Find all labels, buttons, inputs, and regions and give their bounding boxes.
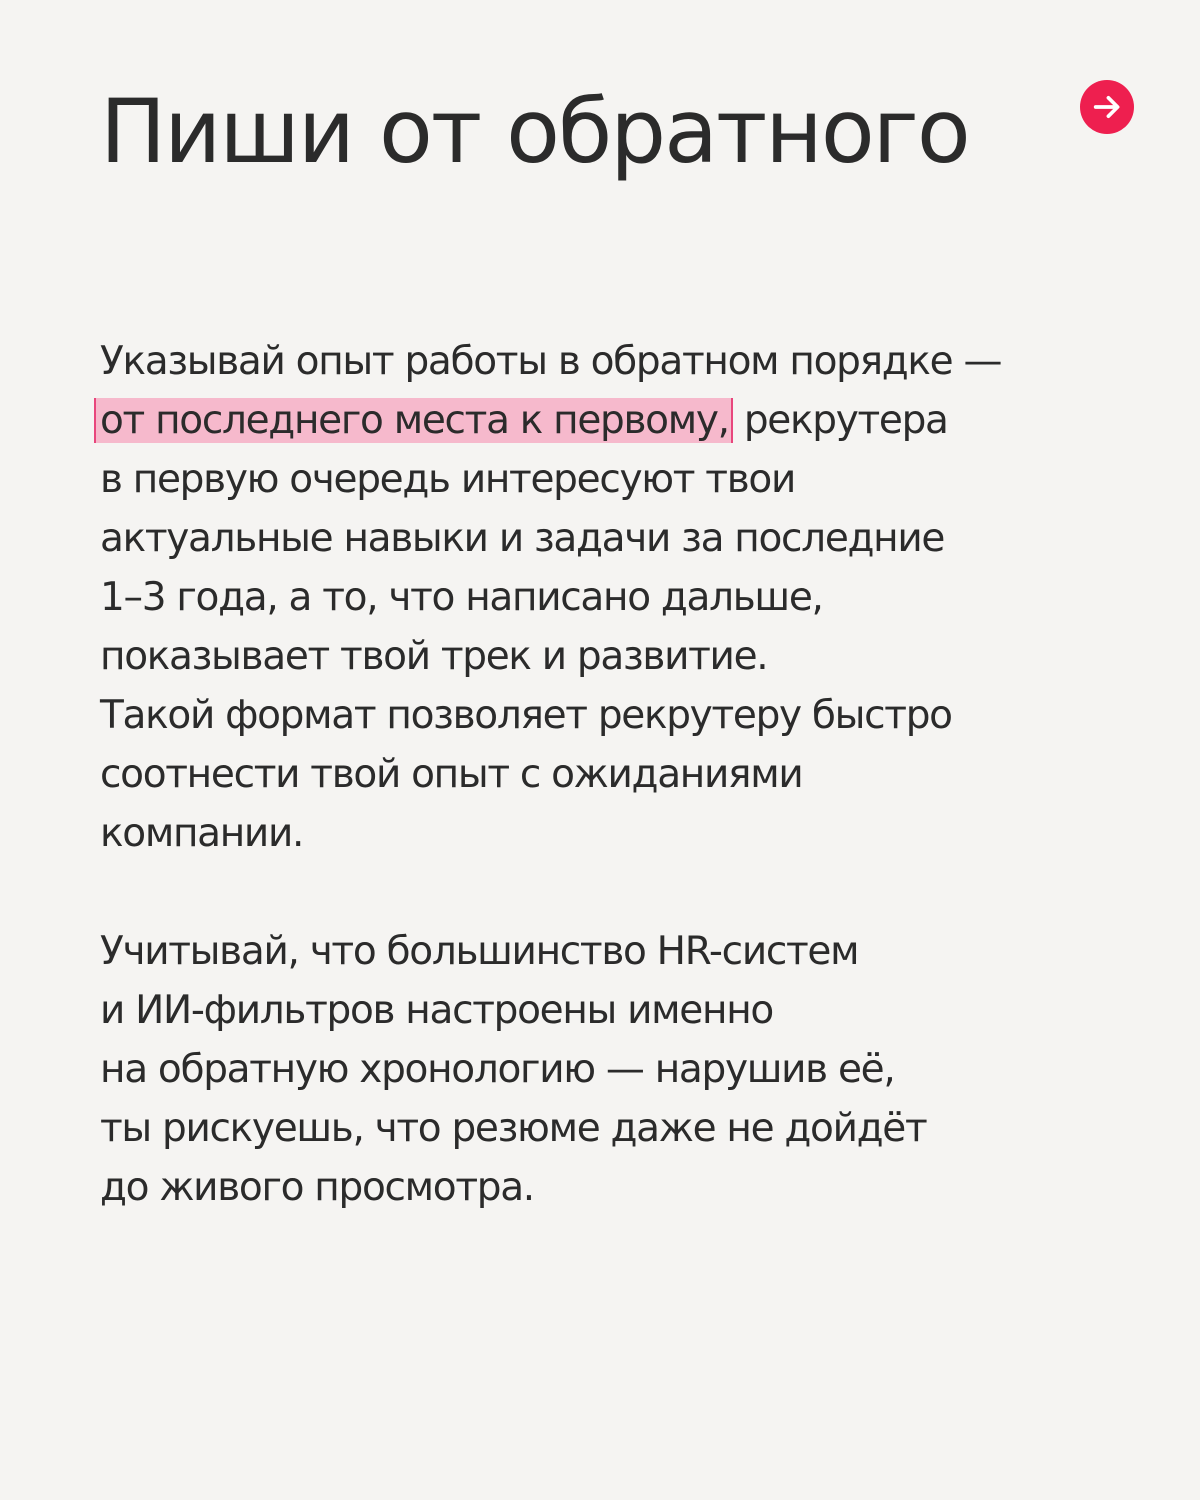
text-line: Такой формат позволяет рекрутеру быстро: [100, 693, 952, 738]
text-line: ты рискуешь, что резюме даже не дойдёт: [100, 1106, 927, 1151]
text-line: до живого просмотра.: [100, 1165, 534, 1210]
text-line: [100, 391, 1001, 450]
text-line: актуальные навыки и задачи за последние: [100, 516, 945, 561]
text-line: Указывай опыт работы в обратном порядке —: [100, 339, 1002, 384]
text-line: на обратную хронологию — нарушив её,: [100, 1047, 895, 1092]
page-title: Пиши от обратного: [100, 80, 969, 183]
text-line: компании.: [100, 811, 304, 856]
text-line: показывает твой трек и развитие.: [100, 634, 768, 679]
text-line: и ИИ-фильтров настроены именно: [100, 988, 773, 1033]
next-slide-button[interactable]: [1080, 80, 1134, 134]
text-fragment: рекрутера: [743, 398, 948, 443]
arrow-right-icon: [1090, 90, 1124, 124]
text-line: Учитывай, что большинство HR-систем: [100, 929, 859, 974]
highlighted-text: от последнего места к первому,: [94, 398, 733, 443]
text-line: соотнести твой опыт с ожиданиями: [100, 752, 803, 797]
text-line: в первую очередь интересуют твои: [100, 457, 796, 502]
paragraph-hr-systems: [100, 922, 926, 1217]
paragraph-reverse-order: [100, 332, 1001, 863]
text-line: 1–3 года, а то, что написано дальше,: [100, 575, 823, 620]
